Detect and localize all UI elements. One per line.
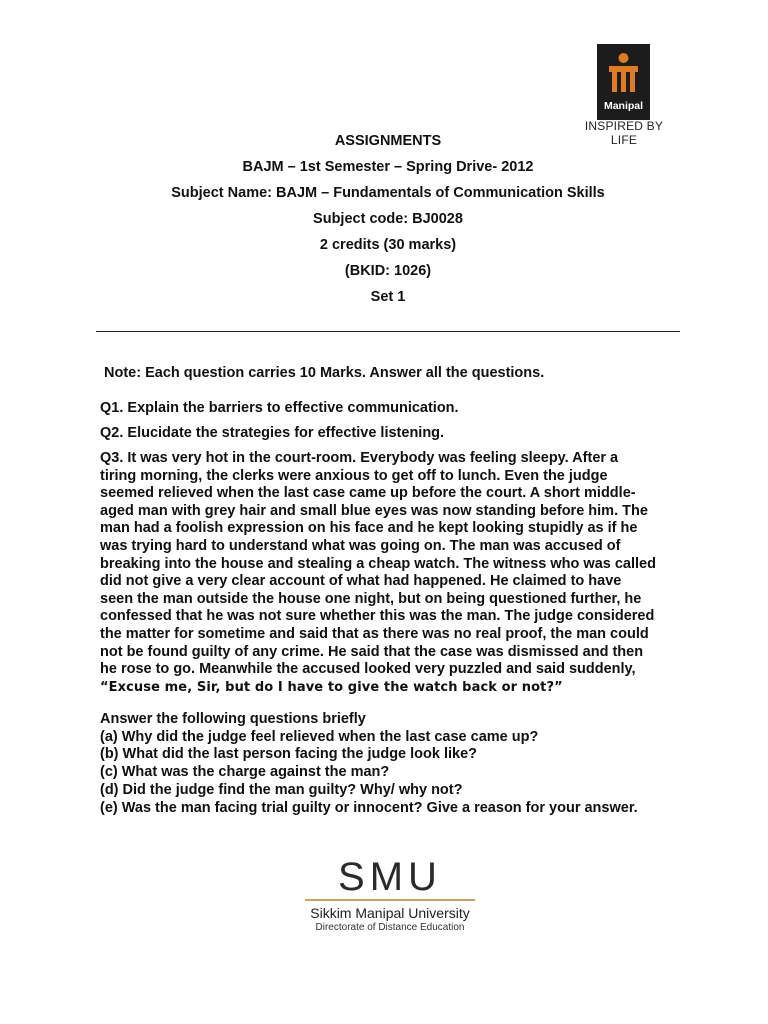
question-2: Q2. Elucidate the strategies for effective listening. [100,425,445,441]
answer-item: (a) Why did the judge feel relieved when the last case came up? [100,728,539,745]
note: Note: Each question carries 10 Marks. Answer all the questions. [104,365,545,381]
semester-line: BAJM – 1st Semester – Spring Drive- 2012 [242,159,534,175]
q3-line: confessed that he was not sure whether this was the man. The judge considered [100,608,655,625]
subject-name: Subject Name: BAJM – Fundamentals of Communication Skills [171,185,605,201]
divider [96,331,680,332]
q3-line: did not give a very clear account of what had happened. He claimed to have [100,573,622,590]
smu-abbr: SMU [338,855,442,899]
logo-name: Manipal [603,100,644,112]
question-1: Q1. Explain the barriers to effective communication. [100,400,459,416]
q3-line: seemed relieved when the last case came up before the court. A short middle- [100,485,636,502]
answer-item: (c) What was the charge against the man? [100,764,390,781]
q3-quote: “Excuse me, Sir, but do I have to give the watch back or not?” [100,679,563,695]
q3-line: not be found guilty of any crime. He said that the case was dismissed and then [100,643,644,660]
answer-item: (e) Was the man facing trial guilty or innocent? Give a reason for your answer. [100,799,638,816]
answer-item: (d) Did the judge find the man guilty? Why/ why not? [100,781,463,798]
university-name: Sikkim Manipal University [310,905,470,921]
set-number: Set 1 [370,289,406,305]
q3-line: the matter for sometime and said that as there was no real proof, the man could [100,625,649,642]
manipal-logo [597,44,650,120]
q3-line: Q3. It was very hot in the court-room. Everybody was feeling sleepy. After a [100,450,619,466]
question-3 [100,450,680,696]
q3-line: tiring morning, the clerks were anxious to get off to lunch. Even the judge [100,467,608,484]
page-title: ASSIGNMENTS [334,133,442,149]
bkid: (BKID: 1026) [344,263,432,279]
assignment-header [96,131,680,313]
directorate-name: Directorate of Distance Education [315,922,465,933]
q3-line: man had a foolish expression on his face and he kept looking stupidly as if he [100,520,638,537]
q3-line: he rose to go. Meanwhile the accused looked very puzzled and said suddenly, [100,661,636,678]
answers-intro: Answer the following questions briefly [100,711,366,727]
answer-item: (b) What did the last person facing the judge look like? [100,746,478,763]
smu-logo [300,855,480,934]
answer-questions [100,711,638,817]
manipal-logo-icon [606,52,641,96]
q3-line: seen the man outside the house one night, but on being questioned further, he [100,590,642,607]
q3-line: aged man with grey hair and small blue eyes was now standing before him. The [100,502,648,519]
logo-tagline: INSPIRED BY LIFE [584,119,664,147]
credits: 2 credits (30 marks) [319,237,457,253]
smu-accent-line [305,899,475,901]
q3-line: breaking into the house and stealing a cheap watch. The witness who was called [100,555,656,572]
q3-line: was trying hard to understand what was going on. The man was accused of [100,537,621,554]
subject-code: Subject code: BJ0028 [313,211,463,227]
